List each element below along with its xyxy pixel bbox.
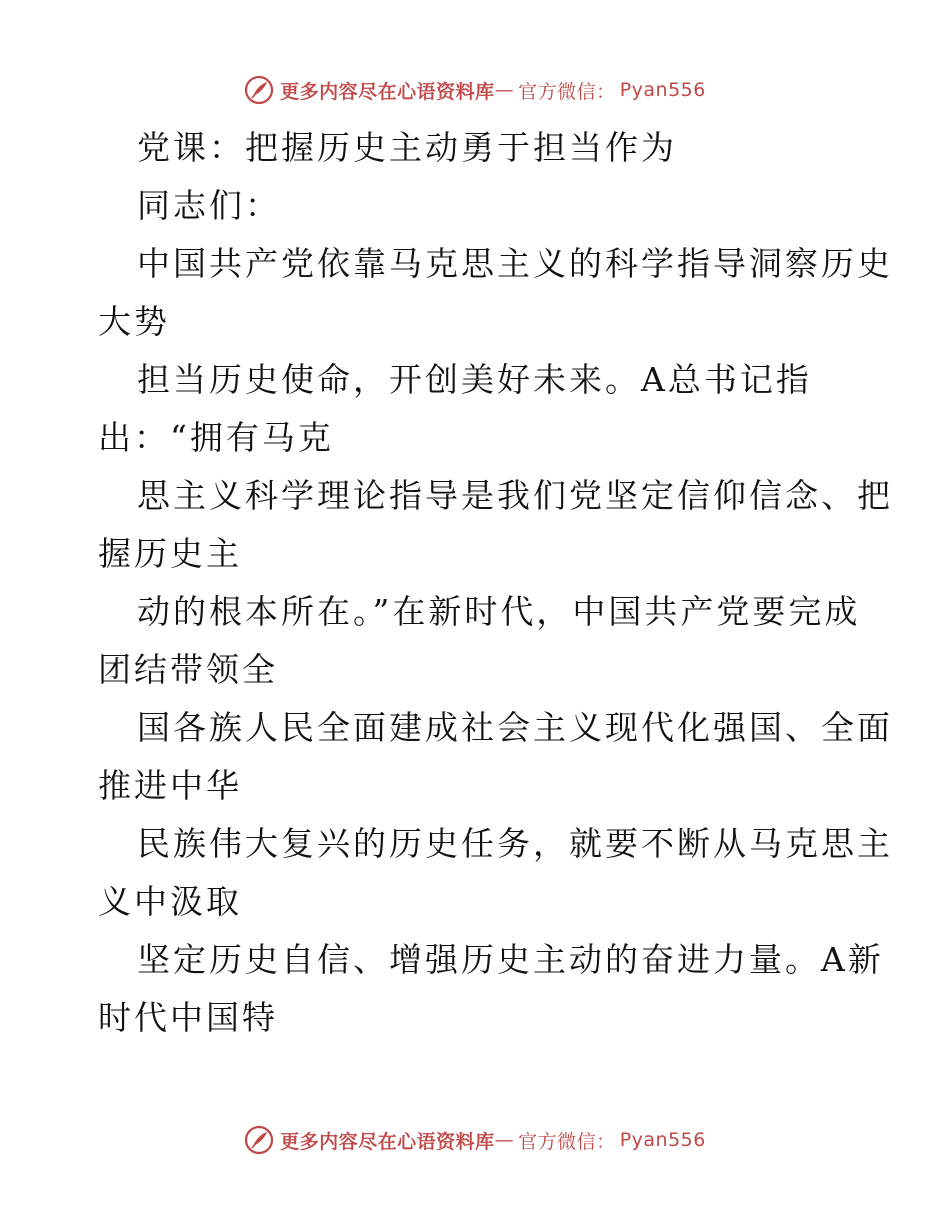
body-line: 大势 bbox=[98, 302, 170, 341]
body-line: 义中汲取 bbox=[98, 882, 242, 921]
watermark-brand: 更多内容尽在心语资料库 bbox=[280, 80, 495, 103]
body-line: 团结带领全 bbox=[98, 650, 278, 689]
body-line: 握历史主 bbox=[98, 534, 242, 573]
feather-seal-icon bbox=[244, 1125, 274, 1155]
watermark-dash: — bbox=[494, 79, 515, 101]
watermark-contact-label: 官方微信： bbox=[518, 80, 616, 103]
header-watermark bbox=[0, 70, 950, 110]
body-line: 动的根本所在。”在新时代，中国共产党要完成 bbox=[137, 592, 861, 631]
footer-watermark bbox=[0, 1120, 950, 1160]
watermark-contact-id: Pyan556 bbox=[619, 1129, 706, 1151]
watermark-contact-label: 官方微信： bbox=[518, 1130, 616, 1153]
body-line: 中国共产党依靠马克思主义的科学指导洞察历史 bbox=[137, 244, 893, 283]
body-line: 民族伟大复兴的历史任务，就要不断从马克思主 bbox=[137, 824, 893, 863]
body-line: 坚定历史自信、增强历史主动的奋进力量。A新 bbox=[137, 940, 884, 979]
body-line: 国各族人民全面建成社会主义现代化强国、全面 bbox=[137, 708, 893, 747]
body-line: 思主义科学理论指导是我们党坚定信仰信念、把 bbox=[137, 476, 893, 515]
salutation: 同志们： bbox=[137, 186, 281, 225]
body-line: 时代中国特 bbox=[98, 998, 278, 1037]
watermark-brand: 更多内容尽在心语资料库 bbox=[280, 1130, 495, 1153]
body-line: 推进中华 bbox=[98, 766, 242, 805]
feather-seal-icon bbox=[244, 75, 274, 105]
body-line: 担当历史使命，开创美好未来。A总书记指 bbox=[137, 360, 812, 399]
body-line: 出：“拥有马克 bbox=[98, 418, 334, 457]
document-title: 党课：把握历史主动勇于担当作为 bbox=[137, 128, 677, 167]
watermark-dash: — bbox=[494, 1129, 515, 1151]
watermark-contact-id: Pyan556 bbox=[619, 79, 706, 101]
